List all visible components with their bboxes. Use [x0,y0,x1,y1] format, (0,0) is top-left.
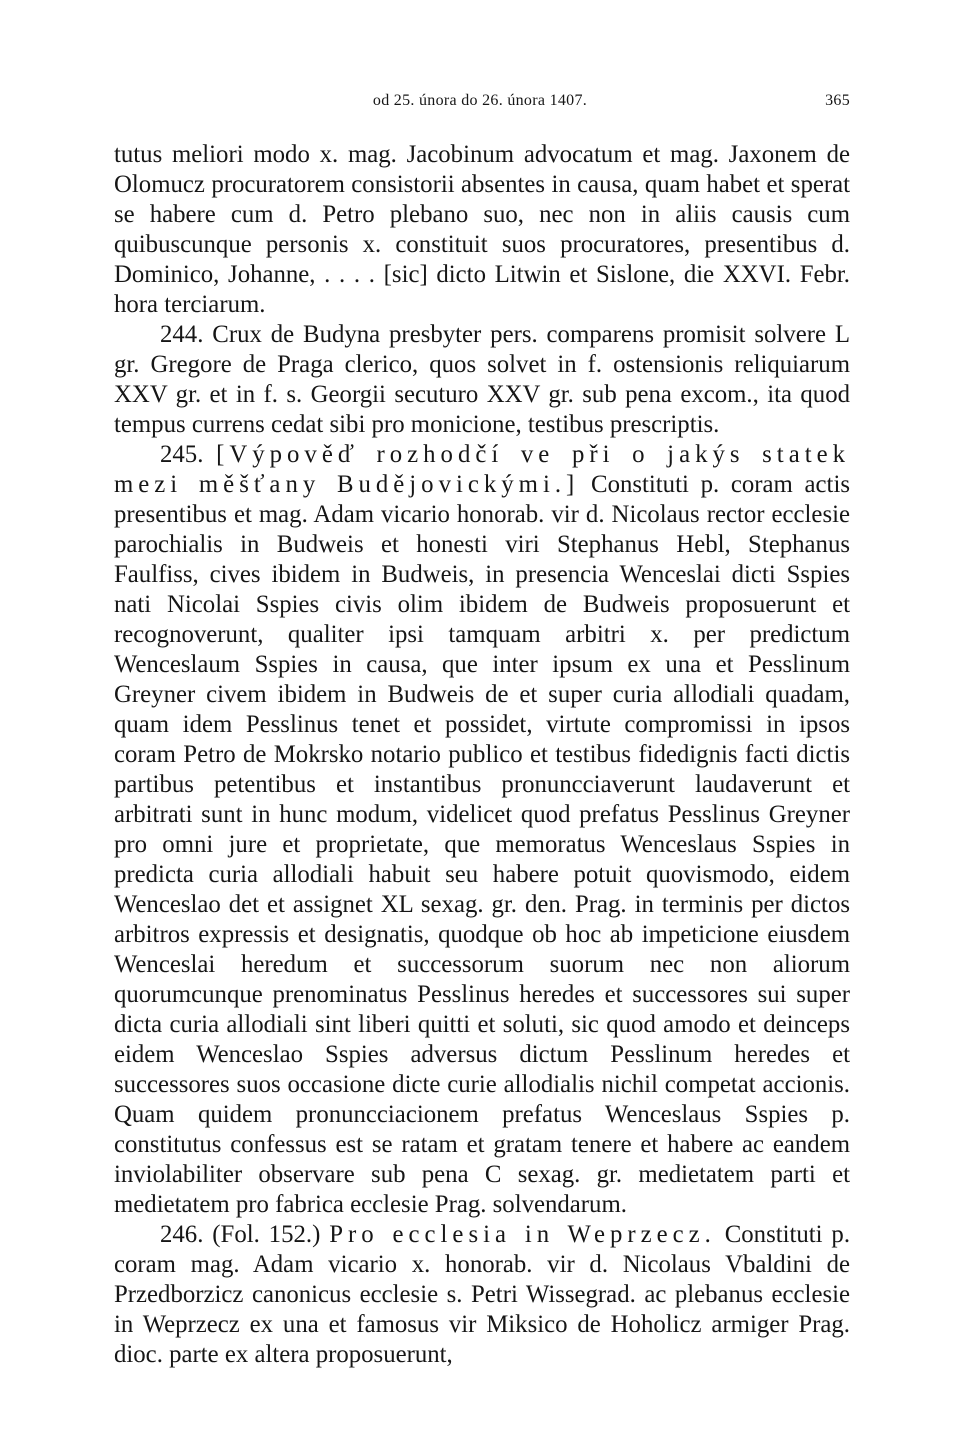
entry-text: Constituti p. coram mag. Adam vicario x. honorab. vir d. Nicolaus Vbaldini de Przedborzicz canonicus ecclesie s. Petri Wissegrad. ac plebanus ecclesie in Weprzecz ex una et famosus vir Miksico de Hoholicz armiger Prag. dioc. parte ex altera proposuerunt, [114,1221,851,1368]
page-header-title: od 25. února do 26. února 1407. [372,92,588,109]
page-number: 365 [825,92,850,109]
paragraph-text: tutus meliori modo x. mag. Jacobinum advocatum et mag. Jaxonem de Olomucz procuratorem consistorii absentes in causa, quam habet et sperat se habere cum d. Petro plebano suo, nec non in aliis causis cum quibuscunque personis x. constituit suos procuratores, presentibus d. Dominico, Johanne, . . . . [sic] dicto Litwin et Sislone, die XXVI. Febr. hora terciarum. [114,141,850,318]
entry-text: Constituti p. coram actis presentibus et mag. Adam vicario honorab. vir d. Nicolaus rector ecclesie parochialis in Budweis et honesti viri Stephanus Hebl, Stephanus Faulfiss, cives ibidem in Budweis, in presencia Wenceslai dicti Sspies nati Nicolai Sspies civis olim ibidem de Budweis proposuerunt et recognoverunt, qualiter ipsi tamquam arbitri x. per predictum Wenceslaum Sspies in causa, que inter ipsum ex una et Pesslinum Greyner civem ibidem in Budweis de et super curia allodiali quadam, quam idem Pesslinus tenet et possidet, virtute compromissi in ipsos coram Petro de Mokrsko notario publico et testibus fidedignis facti dictis partibus petentibus et instantibus pronuncciaverunt laudaverunt et arbitrati sunt in hunc modum, videlicet quod prefatus Pesslinus Greyner pro omni jure et proprietate, que memoratus Wenceslaus Sspies in predicta curia allodiali habuit seu habere potuit quovismodo, eidem Wenceslao det et assignet XL sexag. gr. den. Prag. in terminis per dictos arbitros expressis et designatis, quodque ob hoc ab impeticione eiusdem Wenceslai heredum et successorum suorum nec non aliorum quorumcunque prenominatus Pesslinus heredes et successores sui super dicta curia allodiali sint liberi quitti et soluti, sic quod amodo et deinceps eidem Wenceslao Sspies adversus dictum Pesslinum heredes et successores suos occasione dicte curie allodialis nichil competat accionis. Quam quidem pronuncciacionem prefatus Wenceslaus Sspies p. constitutus confessus est se ratam et gratam tenere et habere ac eandem inviolabiliter observare sub pena C sexag. gr. medietatem parti et medietatem pro fabrica ecclesie Prag. solvendarum. [114,471,850,1218]
document-body [114,140,850,1370]
paragraph-continued [114,140,850,320]
entry-number: 245. [160,441,204,468]
entry-text: Crux de Budyna presbyter pers. comparens promisit solvere L gr. Gregore de Praga clerico, quos solvet in f. ostensionis reliquiarum XXV gr. et in f. s. Georgii secuturo XXV gr. sub pena excom., ita quod tempus currens cedat sibi pro monicione, testibus prescriptis. [114,321,850,438]
entry-245 [114,440,850,1220]
folio-reference: (Fol. 152.) [212,1221,321,1248]
entry-number: 246. [160,1221,204,1248]
entry-heading: Pro ecclesia in Weprzecz. [329,1221,716,1248]
entry-246 [114,1220,850,1370]
entry-number: 244. [160,321,204,348]
running-head [110,92,850,116]
entry-heading: [Výpověď rozhodčí ve při o jakýs statek mezi měšťany Budějovickými.] [114,441,851,498]
entry-244 [114,320,850,440]
